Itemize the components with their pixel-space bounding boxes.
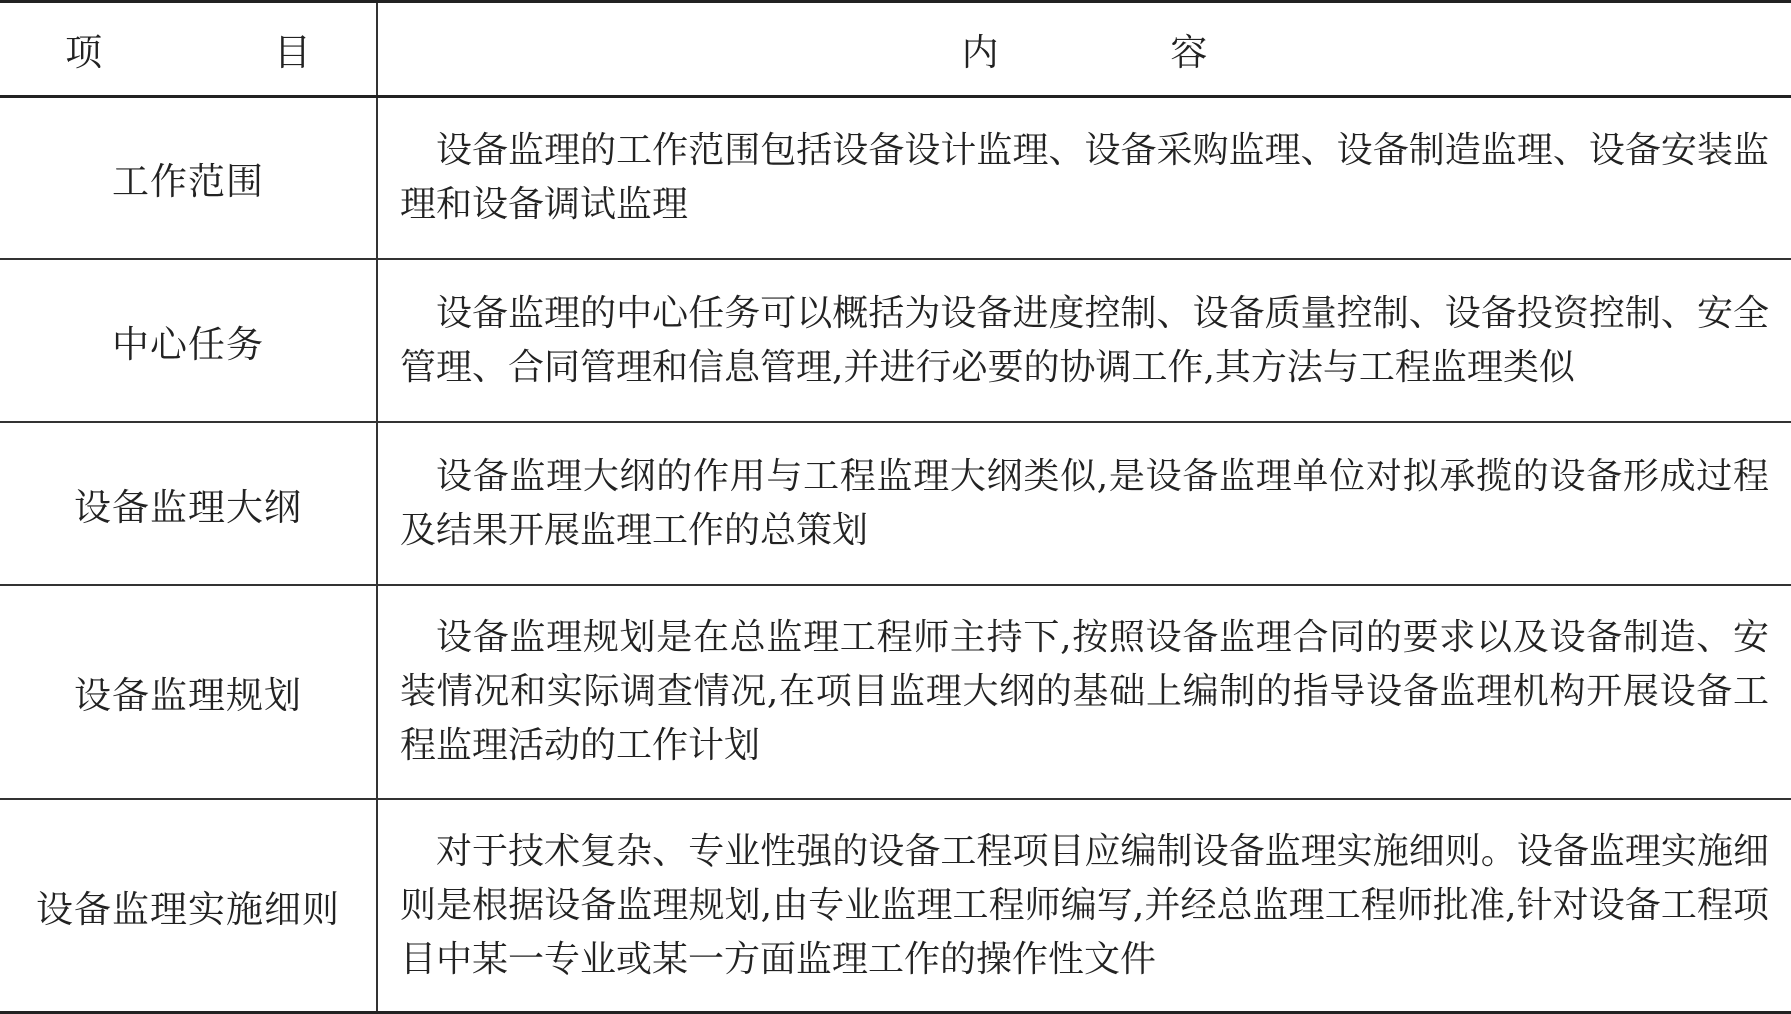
table-row <box>0 585 1791 799</box>
row-item: 工作范围 <box>0 97 377 260</box>
table-row <box>0 799 1791 1013</box>
header-content: 内 容 <box>377 2 1791 97</box>
row-item: 设备监理规划 <box>0 585 377 799</box>
row-item: 设备监理大纲 <box>0 422 377 585</box>
row-content: 设备监理的工作范围包括设备设计监理、设备采购监理、设备制造监理、设备安装监理和设备调试监理 <box>377 97 1791 260</box>
header-item: 项 目 <box>0 2 377 97</box>
table-row <box>0 97 1791 260</box>
row-content: 对于技术复杂、专业性强的设备工程项目应编制设备监理实施细则。设备监理实施细则是根据设备监理规划,由专业监理工程师编写,并经总监理工程师批准,针对设备工程项目中某一专业或某一方面监理工作的操作性文件 <box>377 799 1791 1013</box>
row-content: 设备监理大纲的作用与工程监理大纲类似,是设备监理单位对拟承揽的设备形成过程及结果开展监理工作的总策划 <box>377 422 1791 585</box>
row-item: 设备监理实施细则 <box>0 799 377 1013</box>
row-item: 中心任务 <box>0 259 377 422</box>
table-header-row <box>0 2 1791 97</box>
table-row <box>0 422 1791 585</box>
row-content: 设备监理的中心任务可以概括为设备进度控制、设备质量控制、设备投资控制、安全管理、合同管理和信息管理,并进行必要的协调工作,其方法与工程监理类似 <box>377 259 1791 422</box>
row-content: 设备监理规划是在总监理工程师主持下,按照设备监理合同的要求以及设备制造、安装情况和实际调查情况,在项目监理大纲的基础上编制的指导设备监理机构开展设备工程监理活动的工作计划 <box>377 585 1791 799</box>
table-row <box>0 259 1791 422</box>
